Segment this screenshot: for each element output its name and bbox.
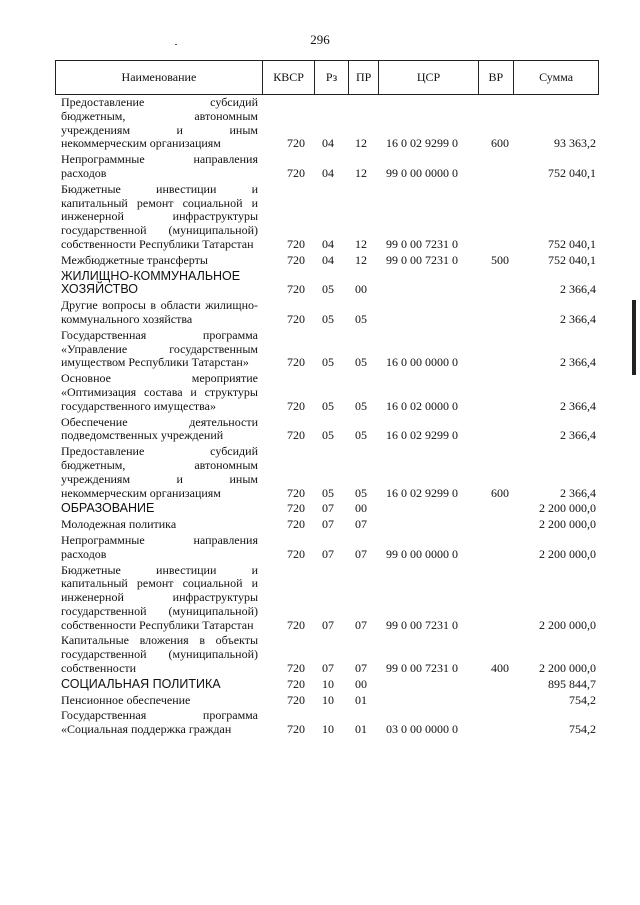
cell-sum: 2 366,4 (560, 485, 596, 500)
cell-pr: 12 (355, 136, 367, 151)
cell-kvsr: 720 (287, 428, 305, 443)
cell-kvsr: 720 (287, 692, 305, 707)
table-row (55, 532, 599, 562)
table-row (55, 414, 599, 444)
cell-csr (379, 297, 479, 327)
table-row (55, 370, 599, 413)
cell-vr (479, 676, 514, 692)
cell-name: Основное мероприятие «Оптимизация состава и структуры государственного имущества» (61, 371, 258, 413)
cell-pr: 12 (355, 252, 367, 267)
cell-rz: 07 (322, 517, 334, 532)
cell-name: Предоставление субсидий бюджетным, автономным учреждениям и иным некоммерческим организациям (61, 95, 258, 151)
cell-vr (479, 707, 514, 737)
cell-vr: 400 (491, 661, 509, 676)
table-row (55, 707, 599, 737)
cell-csr: 16 0 02 9299 0 (386, 136, 458, 151)
cell-sum: 752 040,1 (548, 252, 596, 267)
cell-sum: 2 366,4 (560, 282, 596, 297)
cell-sum: 2 366,4 (560, 398, 596, 413)
table-row (55, 632, 599, 675)
table-header (55, 60, 599, 95)
table-body (55, 96, 599, 737)
cell-pr: 01 (355, 692, 367, 707)
cell-vr (479, 327, 514, 370)
cell-csr (379, 516, 479, 532)
cell-kvsr: 720 (287, 485, 305, 500)
cell-kvsr: 720 (287, 311, 305, 326)
header-kvsr: КВСР (262, 61, 314, 95)
cell-vr (479, 370, 514, 413)
cell-rz: 10 (322, 722, 334, 737)
cell-rz: 07 (322, 617, 334, 632)
cell-vr (479, 268, 514, 298)
cell-name: Предоставление субсидий бюджетным, автономным учреждениям и иным некоммерческим организациям (61, 444, 258, 500)
table-row (55, 297, 599, 327)
table-row (55, 692, 599, 708)
cell-kvsr: 720 (287, 165, 305, 180)
cell-vr (479, 692, 514, 708)
cell-name: ОБРАЗОВАНИЕ (61, 501, 155, 516)
cell-kvsr: 720 (287, 661, 305, 676)
table-row (55, 500, 599, 516)
table-row (55, 676, 599, 692)
scan-mark (175, 44, 177, 45)
cell-kvsr: 720 (287, 355, 305, 370)
cell-sum: 93 363,2 (554, 136, 596, 151)
cell-name: Межбюджетные трансферты (61, 252, 208, 267)
cell-pr: 07 (355, 661, 367, 676)
cell-csr: 99 0 00 7231 0 (386, 661, 458, 676)
cell-sum: 2 200 000,0 (539, 501, 596, 516)
cell-rz: 04 (322, 165, 334, 180)
cell-rz: 04 (322, 136, 334, 151)
cell-pr: 05 (355, 311, 367, 326)
cell-name: Другие вопросы в области жилищно-коммунального хозяйства (61, 298, 258, 326)
cell-rz: 05 (322, 485, 334, 500)
cell-rz: 07 (322, 546, 334, 561)
cell-csr: 99 0 00 7231 0 (386, 236, 458, 251)
cell-csr (379, 692, 479, 708)
cell-rz: 05 (322, 398, 334, 413)
cell-rz: 04 (322, 236, 334, 251)
table-row (55, 562, 599, 633)
cell-csr: 99 0 00 0000 0 (386, 165, 458, 180)
cell-sum: 2 366,4 (560, 311, 596, 326)
cell-rz: 10 (322, 676, 334, 691)
cell-sum: 754,2 (569, 722, 596, 737)
cell-vr: 500 (491, 252, 509, 267)
cell-sum: 2 366,4 (560, 355, 596, 370)
cell-name: Пенсионное обеспечение (61, 692, 191, 707)
cell-kvsr: 720 (287, 676, 305, 691)
table-row (55, 181, 599, 252)
table-row (55, 516, 599, 532)
cell-name: Бюджетные инвестиции и капитальный ремонт социальной и инженерной инфраструктуры государственной (муниципальной) собственности Республики Татарстан (61, 562, 258, 632)
cell-name: Обеспечение деятельности подведомственных учреждений (61, 414, 258, 443)
page-number: 296 (310, 32, 330, 47)
cell-vr (479, 516, 514, 532)
cell-rz: 04 (322, 252, 334, 267)
cell-csr: 03 0 00 0000 0 (386, 722, 458, 737)
cell-kvsr: 720 (287, 282, 305, 297)
cell-csr (379, 500, 479, 516)
cell-rz: 10 (322, 692, 334, 707)
cell-pr: 05 (355, 355, 367, 370)
cell-sum: 752 040,1 (548, 236, 596, 251)
cell-vr (479, 297, 514, 327)
cell-csr: 16 0 02 0000 0 (386, 398, 458, 413)
cell-pr: 05 (355, 485, 367, 500)
cell-sum: 754,2 (569, 692, 596, 707)
cell-kvsr: 720 (287, 722, 305, 737)
table-row (55, 443, 599, 500)
table-row (55, 327, 599, 370)
cell-vr (479, 151, 514, 181)
cell-name: Бюджетные инвестиции и капитальный ремонт социальной и инженерной инфраструктуры государственной (муниципальной) собственности Республики Татарстан (61, 181, 258, 251)
cell-name: Государственная программа «Социальная поддержка граждан (61, 708, 258, 737)
cell-sum: 752 040,1 (548, 165, 596, 180)
table-row (55, 252, 599, 268)
cell-pr: 01 (355, 722, 367, 737)
table-row (55, 96, 599, 151)
cell-rz: 07 (322, 501, 334, 516)
table-row (55, 268, 599, 298)
cell-rz: 07 (322, 661, 334, 676)
cell-vr: 600 (491, 136, 509, 151)
cell-pr: 05 (355, 428, 367, 443)
cell-kvsr: 720 (287, 236, 305, 251)
cell-pr: 00 (355, 282, 367, 297)
cell-name: ЖИЛИЩНО-КОММУНАЛЬНОЕ ХОЗЯЙСТВО (61, 268, 241, 297)
cell-kvsr: 720 (287, 501, 305, 516)
header-vr: ВР (478, 61, 514, 95)
cell-sum: 2 200 000,0 (539, 546, 596, 561)
cell-csr (379, 268, 479, 298)
cell-sum: 2 200 000,0 (539, 517, 596, 532)
cell-rz: 05 (322, 311, 334, 326)
cell-name: Непрограммные направления расходов (61, 152, 258, 180)
table-row (55, 151, 599, 181)
cell-sum: 2 200 000,0 (539, 661, 596, 676)
header-csr: ЦСР (379, 61, 478, 95)
header-rz: Рз (315, 61, 348, 95)
cell-pr: 12 (355, 165, 367, 180)
cell-sum: 895 844,7 (548, 676, 596, 691)
cell-vr: 600 (491, 485, 509, 500)
cell-vr (479, 562, 514, 633)
cell-pr: 00 (355, 676, 367, 691)
cell-kvsr: 720 (287, 136, 305, 151)
cell-csr: 16 0 00 0000 0 (386, 355, 458, 370)
cell-sum: 2 366,4 (560, 428, 596, 443)
cell-csr (379, 676, 479, 692)
cell-csr: 99 0 00 7231 0 (386, 617, 458, 632)
cell-pr: 07 (355, 517, 367, 532)
cell-pr: 07 (355, 546, 367, 561)
cell-vr (479, 532, 514, 562)
cell-name: Молодежная политика (61, 517, 177, 532)
cell-pr: 00 (355, 501, 367, 516)
cell-csr: 16 0 02 9299 0 (386, 428, 458, 443)
cell-pr: 07 (355, 617, 367, 632)
cell-name: Капитальные вложения в объекты государственной (муниципальной) собственности (61, 633, 258, 676)
cell-kvsr: 720 (287, 517, 305, 532)
budget-table (55, 96, 599, 737)
cell-vr (479, 414, 514, 444)
cell-kvsr: 720 (287, 398, 305, 413)
cell-csr: 99 0 00 0000 0 (386, 546, 458, 561)
cell-name: Государственная программа «Управление государственным имуществом Республики Татарстан» (61, 327, 258, 370)
cell-csr: 99 0 00 7231 0 (386, 252, 458, 267)
cell-rz: 05 (322, 355, 334, 370)
cell-kvsr: 720 (287, 617, 305, 632)
header-sum: Сумма (514, 61, 599, 95)
cell-pr: 05 (355, 398, 367, 413)
cell-rz: 05 (322, 428, 334, 443)
cell-kvsr: 720 (287, 546, 305, 561)
header-name: Наименование (56, 61, 263, 95)
scan-edge-mark (632, 300, 636, 375)
cell-name: Непрограммные направления расходов (61, 532, 258, 561)
header-pr: ПР (348, 61, 379, 95)
cell-vr (479, 181, 514, 252)
cell-kvsr: 720 (287, 252, 305, 267)
cell-vr (479, 500, 514, 516)
cell-name: СОЦИАЛЬНАЯ ПОЛИТИКА (61, 676, 221, 691)
cell-sum: 2 200 000,0 (539, 617, 596, 632)
cell-rz: 05 (322, 282, 334, 297)
cell-pr: 12 (355, 236, 367, 251)
cell-csr: 16 0 02 9299 0 (386, 485, 458, 500)
